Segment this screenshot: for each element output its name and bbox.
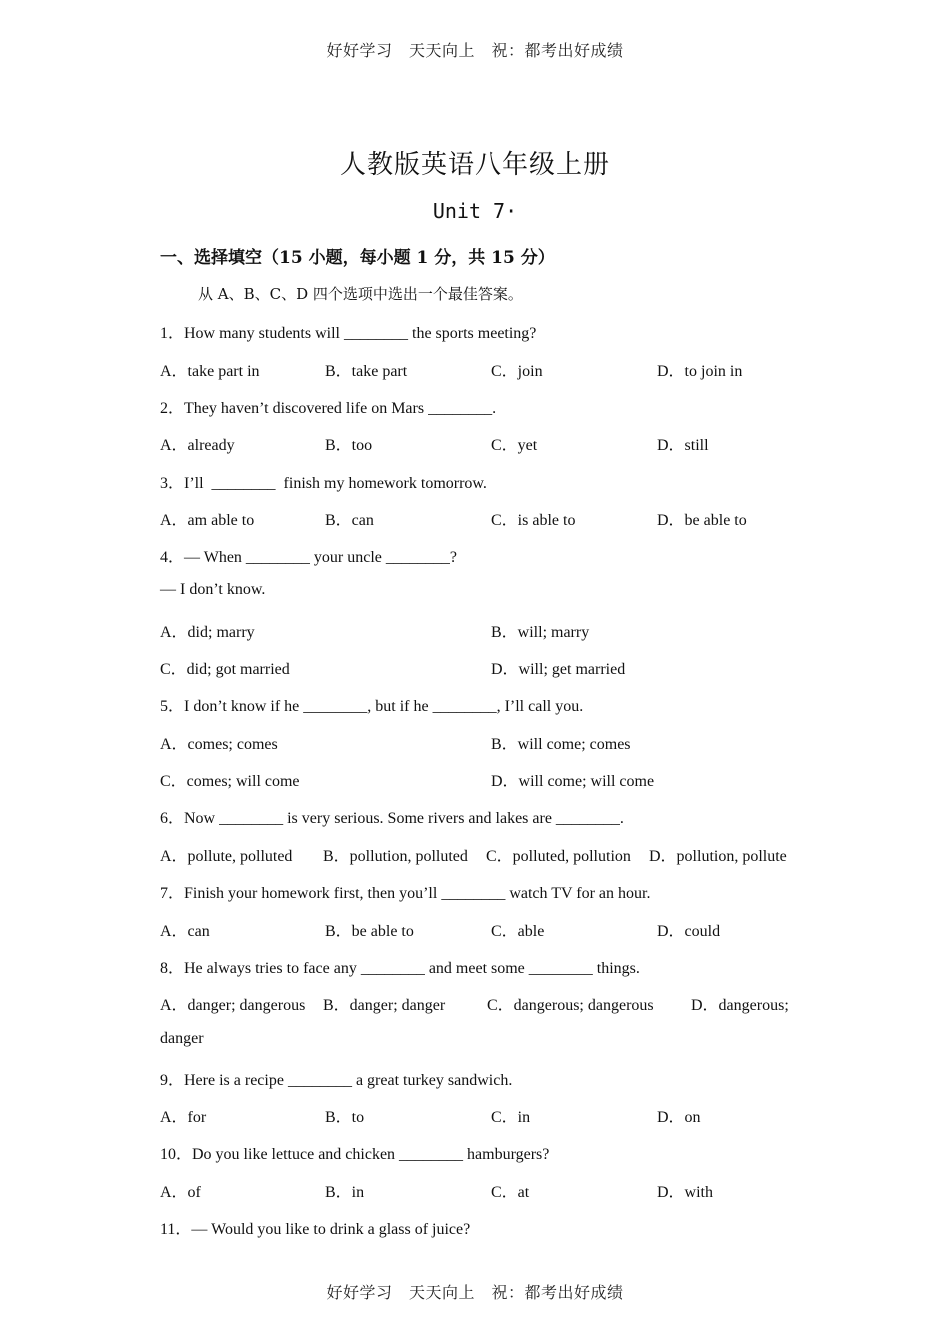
question-1-option-d: D．to join in [657, 363, 743, 380]
question-2-stem: 2．They haven’t discovered life on Mars ________. [160, 400, 497, 417]
question-6-option-a: A．pollute, polluted [160, 848, 293, 865]
question-5-option-a: A．comes; comes [160, 736, 278, 753]
question-9-option-b: B．to [325, 1109, 365, 1126]
question-4-reply: — I don’t know. [160, 581, 266, 598]
question-6-option-d: D．pollution, pollute [649, 848, 787, 865]
question-4-option-c: C．did; got married [160, 661, 290, 678]
page-title: 人教版英语八年级上册 [339, 150, 610, 180]
unit-subtitle: Unit 7· [432, 199, 518, 223]
question-1-option-c: C．join [491, 363, 543, 380]
question-8-option-c: C．dangerous; dangerous [487, 997, 654, 1014]
question-9-option-d: D．on [657, 1109, 701, 1126]
section-heading: 一、选择填空（15 小题，每小题 1 分，共 15 分） [160, 248, 555, 268]
question-4-stem: 4．— When ________ your uncle ________? [160, 549, 457, 566]
question-8-option-b: B．danger; danger [323, 997, 446, 1014]
question-6-option-c: C．polluted, pollution [486, 848, 631, 865]
question-7-option-d: D．could [657, 923, 721, 940]
question-2-option-c: C．yet [491, 437, 538, 454]
question-4-option-b: B．will; marry [491, 624, 590, 641]
question-7-option-a: A．can [160, 923, 210, 940]
question-3-option-b: B．can [325, 512, 374, 529]
question-5-option-d: D．will come; will come [491, 773, 655, 790]
question-7-stem: 7．Finish your homework first, then you’ll ________ watch TV for an hour. [160, 885, 651, 902]
question-5-option-b: B．will come; comes [491, 736, 631, 753]
question-7-option-b: B．be able to [325, 923, 414, 940]
question-8-stem: 8．He always tries to face any ________ and meet some ________ things. [160, 960, 640, 977]
question-11-stem: 11．— Would you like to drink a glass of juice? [160, 1221, 471, 1238]
question-3-option-c: C．is able to [491, 512, 576, 529]
question-5-option-c: C．comes; will come [160, 773, 300, 790]
section-instruction: 从 A、B、C、D 四个选项中选出一个最佳答案。 [198, 285, 523, 303]
question-8-option-d-continued: danger [160, 1030, 204, 1047]
question-10-option-b: B．in [325, 1184, 365, 1201]
question-7-option-c: C．able [491, 923, 545, 940]
question-8-option-a: A．danger; dangerous [160, 997, 306, 1014]
question-10-stem: 10．Do you like lettuce and chicken ________ hamburgers? [160, 1146, 550, 1163]
question-6-stem: 6．Now ________ is very serious. Some rivers and lakes are ________. [160, 810, 624, 827]
question-9-stem: 9．Here is a recipe ________ a great turkey sandwich. [160, 1072, 513, 1089]
question-10-option-c: C．at [491, 1184, 530, 1201]
question-2-option-d: D．still [657, 437, 709, 454]
question-10-option-a: A．of [160, 1184, 201, 1201]
question-9-option-a: A．for [160, 1109, 207, 1126]
question-9-option-c: C．in [491, 1109, 531, 1126]
question-8-option-d: D．dangerous; [691, 997, 789, 1014]
page-footer: 好好学习 天天向上 祝：都考出好成绩 [326, 1283, 624, 1302]
question-4-option-a: A．did; marry [160, 624, 255, 641]
question-10-option-d: D．with [657, 1184, 714, 1201]
question-2-option-a: A．already [160, 437, 235, 454]
question-3-option-a: A．am able to [160, 512, 255, 529]
question-6-option-b: B．pollution, polluted [323, 848, 468, 865]
question-1-option-b: B．take part [325, 363, 408, 380]
question-3-option-d: D．be able to [657, 512, 747, 529]
question-3-stem: 3．I’ll ________ finish my homework tomorrow. [160, 475, 487, 492]
question-4-option-d: D．will; get married [491, 661, 626, 678]
question-2-option-b: B．too [325, 437, 373, 454]
question-5-stem: 5．I don’t know if he ________, but if he ________, I’ll call you. [160, 698, 584, 715]
page-header: 好好学习 天天向上 祝：都考出好成绩 [326, 41, 624, 60]
question-1-option-a: A．take part in [160, 363, 260, 380]
question-1-stem: 1．How many students will ________ the sports meeting? [160, 325, 537, 342]
